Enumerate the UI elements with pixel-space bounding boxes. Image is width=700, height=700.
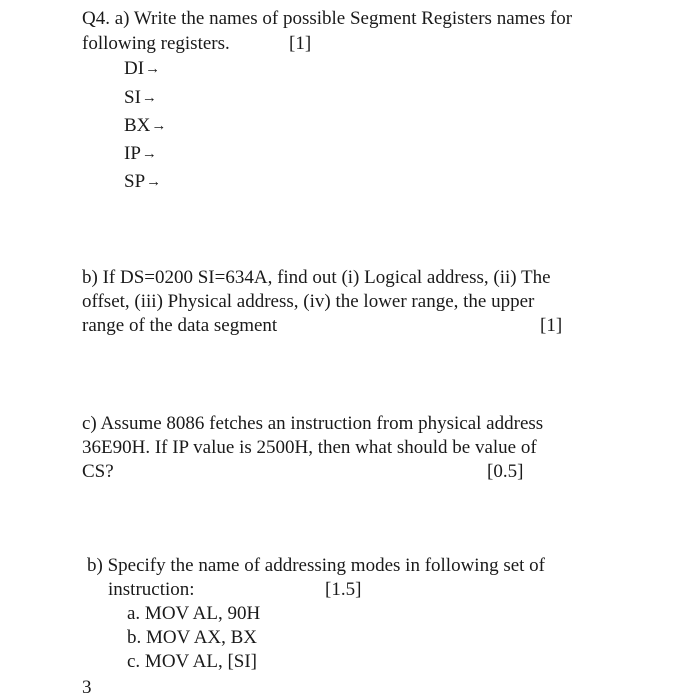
question-a-marks: [1] bbox=[289, 33, 312, 54]
question-b-line3: range of the data segment bbox=[82, 315, 278, 336]
register-sp: SP→ bbox=[124, 171, 162, 192]
arrow-icon: → bbox=[141, 90, 157, 106]
instruction-item-c: c. MOV AL, [SI] bbox=[127, 651, 258, 672]
register-si: SI→ bbox=[124, 87, 157, 108]
question-b-line1: b) If DS=0200 SI=634A, find out (i) Logical address, (ii) The bbox=[82, 267, 551, 288]
arrow-icon: → bbox=[146, 174, 162, 190]
register-ip: IP→ bbox=[124, 143, 157, 164]
question-c-line2: 36E90H. If IP value is 2500H, then what should be value of bbox=[82, 437, 537, 458]
register-di: DI→ bbox=[124, 58, 161, 79]
question-a-line2: following registers. bbox=[82, 33, 230, 54]
question-b-marks: [1] bbox=[540, 315, 563, 336]
instruction-item-a: a. MOV AL, 90H bbox=[127, 603, 261, 624]
question-a-line1: Q4. a) Write the names of possible Segment Registers names for bbox=[82, 8, 573, 29]
arrow-icon: → bbox=[141, 146, 157, 162]
question-c-line3: CS? bbox=[82, 461, 114, 482]
question-c-line1: c) Assume 8086 fetches an instruction from physical address bbox=[82, 413, 544, 434]
page-number: 3 bbox=[82, 677, 92, 698]
instruction-item-b: b. MOV AX, BX bbox=[127, 627, 258, 648]
question-d-line2: instruction: bbox=[108, 579, 195, 600]
arrow-icon: → bbox=[151, 118, 167, 134]
question-c-marks: [0.5] bbox=[487, 461, 524, 482]
question-d-marks: [1.5] bbox=[325, 579, 362, 600]
register-bx: BX→ bbox=[124, 115, 167, 136]
arrow-icon: → bbox=[145, 61, 161, 77]
question-d-line1: b) Specify the name of addressing modes in following set of bbox=[87, 555, 546, 576]
question-b-line2: offset, (iii) Physical address, (iv) the lower range, the upper bbox=[82, 291, 535, 312]
